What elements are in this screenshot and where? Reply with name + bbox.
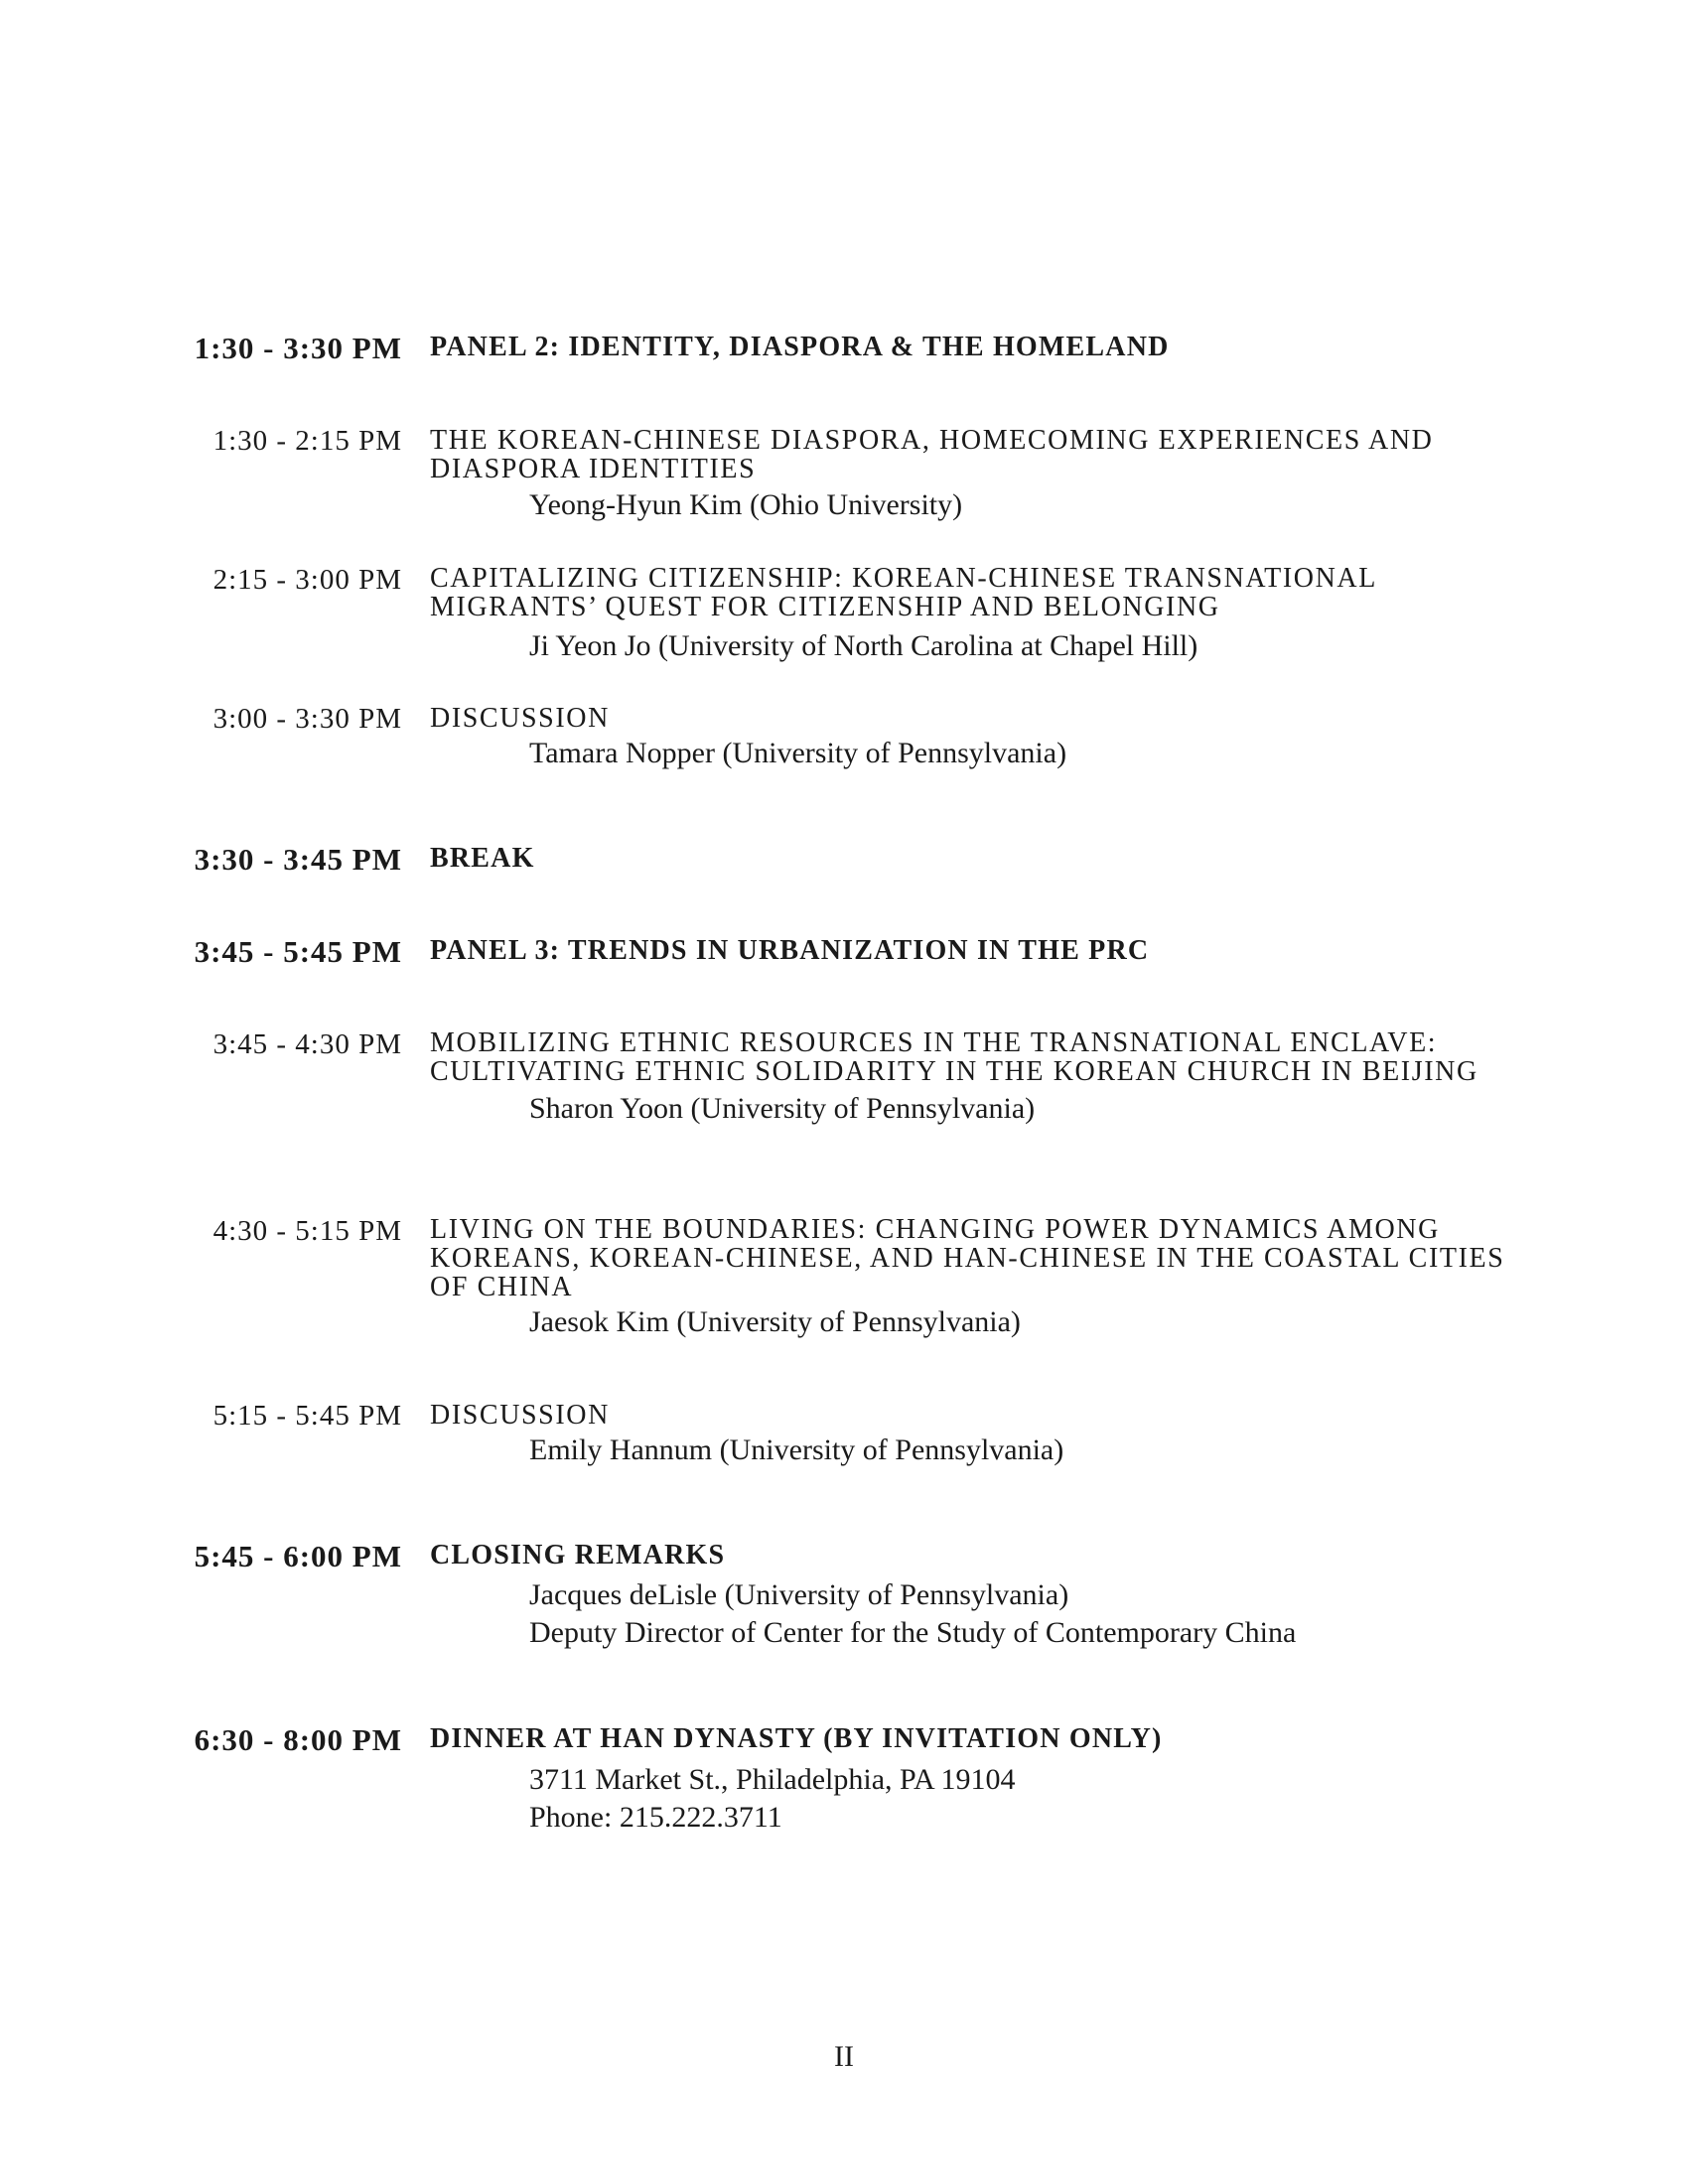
session-time: 3:30 - 3:45 PM xyxy=(194,842,402,877)
session-title: BREAK xyxy=(430,843,535,874)
discussant: Emily Hannum (University of Pennsylvania) xyxy=(529,1433,1064,1466)
venue-address: 3711 Market St., Philadelphia, PA 19104 xyxy=(529,1763,1016,1796)
talk-title xyxy=(430,564,1552,621)
session-time: 6:30 - 8:00 PM xyxy=(194,1722,402,1757)
session-time: 1:30 - 3:30 PM xyxy=(194,331,402,365)
session-title: PANEL 3: TRENDS IN URBANIZATION IN THE PRC xyxy=(430,935,1150,966)
talk-title: DISCUSSION xyxy=(430,703,610,734)
talk-title xyxy=(430,426,1552,483)
talk-title xyxy=(430,1028,1552,1086)
talk-time: 5:15 - 5:45 PM xyxy=(212,1400,402,1432)
venue-phone: Phone: 215.222.3711 xyxy=(529,1801,782,1834)
session-time: 5:45 - 6:00 PM xyxy=(194,1539,402,1573)
talk-title-line: CAPITALIZING CITIZENSHIP: KOREAN-CHINESE TRANSNATIONAL xyxy=(430,563,1377,594)
speaker: Yeong-Hyun Kim (Ohio University) xyxy=(529,488,963,521)
talk-time: 4:30 - 5:15 PM xyxy=(212,1215,402,1247)
speaker: Jacques deLisle (University of Pennsylvania) xyxy=(529,1578,1069,1611)
discussant: Tamara Nopper (University of Pennsylvania) xyxy=(529,737,1067,769)
talk-time: 2:15 - 3:00 PM xyxy=(212,564,402,596)
session-time: 3:45 - 5:45 PM xyxy=(194,934,402,969)
session-title: DINNER AT HAN DYNASTY (BY INVITATION ONLY) xyxy=(430,1723,1163,1754)
speaker: Sharon Yoon (University of Pennsylvania) xyxy=(529,1092,1036,1125)
speaker: Jaesok Kim (University of Pennsylvania) xyxy=(529,1305,1021,1338)
talk-title-line: DIASPORA IDENTITIES xyxy=(430,454,757,484)
talk-title-line: CULTIVATING ETHNIC SOLIDARITY IN THE KOREAN CHURCH IN BEIJING xyxy=(430,1056,1478,1087)
talk-title xyxy=(430,1215,1552,1301)
talk-title-line: MIGRANTS’ QUEST FOR CITIZENSHIP AND BELONGING xyxy=(430,592,1220,622)
talk-time: 1:30 - 2:15 PM xyxy=(212,425,402,457)
talk-time: 3:45 - 4:30 PM xyxy=(212,1028,402,1060)
speaker: Ji Yeon Jo (University of North Carolina at Chapel Hill) xyxy=(529,629,1198,662)
session-title: PANEL 2: IDENTITY, DIASPORA & THE HOMELAND xyxy=(430,332,1170,362)
talk-title-line: THE KOREAN-CHINESE DIASPORA, HOMECOMING EXPERIENCES AND xyxy=(430,425,1434,456)
page-number: II xyxy=(834,2040,854,2073)
talk-title: DISCUSSION xyxy=(430,1400,610,1431)
talk-title-line: KOREANS, KOREAN-CHINESE, AND HAN-CHINESE IN THE COASTAL CITIES xyxy=(430,1243,1505,1274)
talk-time: 3:00 - 3:30 PM xyxy=(212,703,402,735)
session-title: CLOSING REMARKS xyxy=(430,1540,726,1570)
speaker-role: Deputy Director of Center for the Study of Contemporary China xyxy=(529,1616,1297,1649)
talk-title-line: LIVING ON THE BOUNDARIES: CHANGING POWER DYNAMICS AMONG xyxy=(430,1214,1440,1245)
talk-title-line: OF CHINA xyxy=(430,1272,574,1302)
talk-title-line: MOBILIZING ETHNIC RESOURCES IN THE TRANSNATIONAL ENCLAVE: xyxy=(430,1027,1438,1058)
